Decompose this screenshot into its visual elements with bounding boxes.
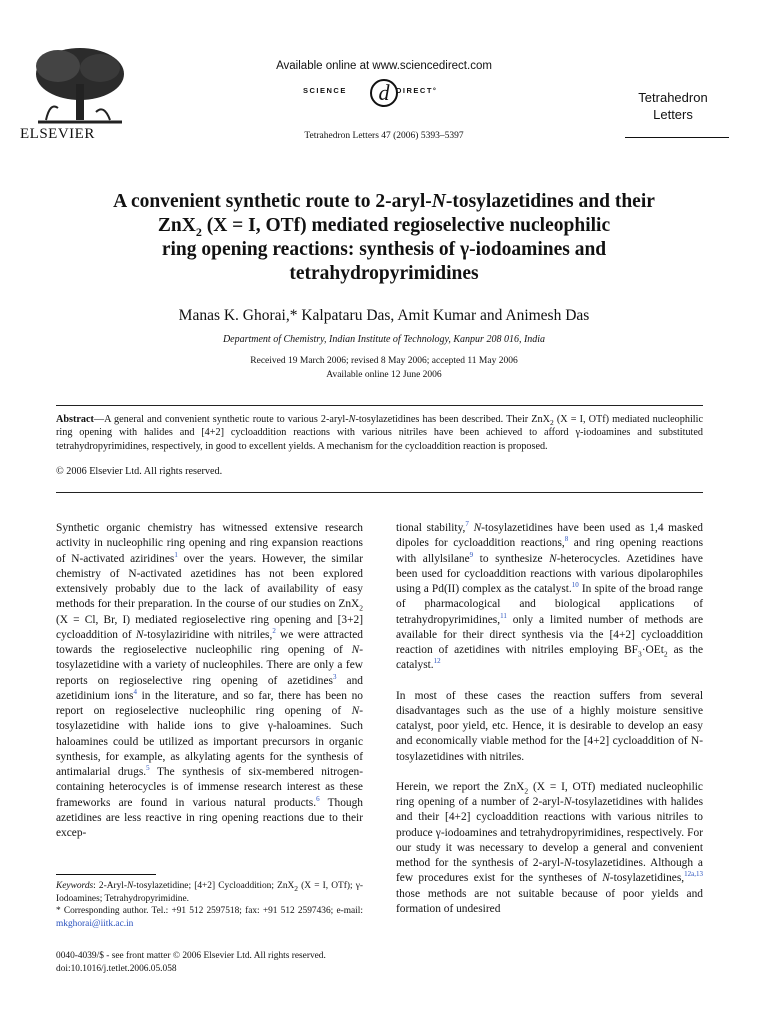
body-paragraph: Herein, we report the ZnX$_2$ (X = I, OTf) mediated nucleophilic ring opening of a number of 2-aryl-N-tosylazetidines with halides and their [4+2] cycloaddition reactions with various nitriles to produce γ-iodoamines and tetrahydropyrimidines, respectively. For our study it was necessary to develop a general and convenient method for the synthesis of 2-aryl-N-tosylazetidines. Although a few procedures exist for the syntheses of N-tosylazetidines,$^{12a,13}$ those methods are not suitable because of poor yields and formation of undesired xyxy=(396,780,704,915)
journal-name-line1: Tetrahedron xyxy=(638,90,708,105)
abstract-bottom-rule xyxy=(56,492,703,493)
footnote-rule xyxy=(56,874,156,875)
available-online-text[interactable]: Available online at www.sciencedirect.com xyxy=(276,60,492,72)
corresponding-author: * Corresponding author. Tel.: +91 512 2597518; fax: +91 512 2597436; e-mail: mkghorai@iitk.ac.in xyxy=(56,906,363,929)
body-paragraph: Synthetic organic chemistry has witnessed extensive research activity in nucleophilic ring opening and ring expansion reactions of N-activated aziridines$^1$ over the years. However, the similar chemistry of N-activated azetidines has not been explored extensively probably due to the lack of availability of easy methods for their preparation. In the course of our studies on ZnX$_2$ (X = Cl, Br, I) mediated regioselective ring opening and [3+2] cycloaddition of N-tosylaziridine with nitriles,$^2$ we were attracted towards the regioselective nucleophilic ring opening of N-tosylazetidine with a variety of nucleophiles. There are only a few reports on regioselective ring opening of azetidines$^3$ and azetidinium ions$^4$ in the literature, and so far, there has been no report on regioselective nucleophilic ring opening of N-tosylazetidine with halide ions to give γ-haloamines. Such haloamines could be utilized as important precursors in organic synthesis, for example, as alkylating agents for the synthesis of antimalarial drugs.$^5$ The synthesis of six-membered nitrogen-containing heterocycles is of immense research interest as these frameworks are found in various natural products.$^6$ Though azetidines are less reactive in ring opening reactions due to their excep- xyxy=(56,522,364,839)
article-title: A convenient synthetic route to 2-aryl-N-tosylazetidines and their ZnX$_2$ (X = I, OTf) mediated regioselective nucleophilic ring opening reactions: synthesis of γ-iodoamines and tetrahydropyrimidines xyxy=(40,190,728,286)
author-list: Manas K. Ghorai,* Kalpataru Das, Amit Kumar and Animesh Das xyxy=(178,307,590,324)
body-column-left xyxy=(56,521,363,856)
sciencedirect-direct-word: DIRECT° xyxy=(396,86,438,95)
journal-rule xyxy=(625,137,729,138)
online-date: Available online 12 June 2006 xyxy=(326,370,442,380)
abstract-label: Abstract xyxy=(56,414,94,425)
sciencedirect-science-word: SCIENCE xyxy=(303,86,347,95)
svg-text:d: d xyxy=(378,80,390,105)
issn-line: 0040-4039/$ - see front matter © 2006 Elsevier Ltd. All rights reserved. xyxy=(56,951,326,961)
footnotes xyxy=(56,880,363,930)
abstract-copyright: © 2006 Elsevier Ltd. All rights reserved. xyxy=(56,466,223,477)
received-dates: Received 19 March 2006; revised 8 May 2006; accepted 11 May 2006 xyxy=(250,356,518,366)
affiliation: Department of Chemistry, Indian Institute of Technology, Kanpur 208 016, India xyxy=(222,334,546,345)
title-line4: tetrahydropyrimidines xyxy=(289,263,479,284)
journal-name xyxy=(608,89,738,123)
doi-line[interactable]: doi:10.1016/j.tetlet.2006.05.058 xyxy=(56,963,177,974)
journal-name-line2: Letters xyxy=(653,107,693,122)
body-paragraph: In most of these cases the reaction suffers from several disadvantages such as the use of a highly moisture sensitive catalyst, poor yield, etc. Hence, it is desirable to develop an easy and economically viable method for the [4+2] cycloaddition of N-tosylazetidines with nitriles. xyxy=(396,689,703,763)
body-column-right xyxy=(396,521,703,932)
title-line3: ring opening reactions: synthesis of γ-iodoamines and xyxy=(161,239,607,260)
author-email-link[interactable]: mkghorai@iitk.ac.in xyxy=(56,918,134,929)
journal-citation: Tetrahedron Letters 47 (2006) 5393–5397 xyxy=(304,131,464,141)
keywords: Keywords: 2-Aryl-N-tosylazetidine; [4+2] Cycloaddition; ZnX$_2$ (X = I, OTf); γ-Iodoamines; Tetrahydropyrimidine. xyxy=(56,881,363,904)
abstract-top-rule xyxy=(56,405,703,406)
keywords-label: Keywords xyxy=(56,881,94,891)
body-paragraph: tional stability,$^7$ N-tosylazetidines have been used as 1,4 masked dipoles for cycloaddition reactions,$^8$ and ring opening reactions with allylsilane$^9$ to synthesize N-heterocycles. Azetidines have been used for cycloaddition reactions with various dipolarophiles using a Pd(II) complex as the catalyst.$^{10}$ In spite of the broad range of pharmacological and biological applications of tetrahydropyrimidines,$^{11}$ only a limited number of methods are available for their direct synthesis via the [4+2] cycloaddition reaction of azetidines with nitriles employing $BF_3\cdot OEt_2$ as the catalyst.$^{12}$ xyxy=(396,520,703,672)
issn-doi-block xyxy=(56,950,376,975)
publisher-name: ELSEVIER xyxy=(20,126,95,142)
abstract: Abstract—A general and convenient synthetic route to various 2-aryl-N-tosylazetidines has been described. Their ZnX$_2$ (X = I, OTf) mediated nucleophilic ring opening with halides and [4+2] cycloaddition reactions with various nitriles have been achieved to afford γ-iodoamines and substituted tetrahydropyrimidines, respectively, in good to excellent yields. A mechanism for the cycloaddition reaction is proposed. xyxy=(56,414,703,452)
